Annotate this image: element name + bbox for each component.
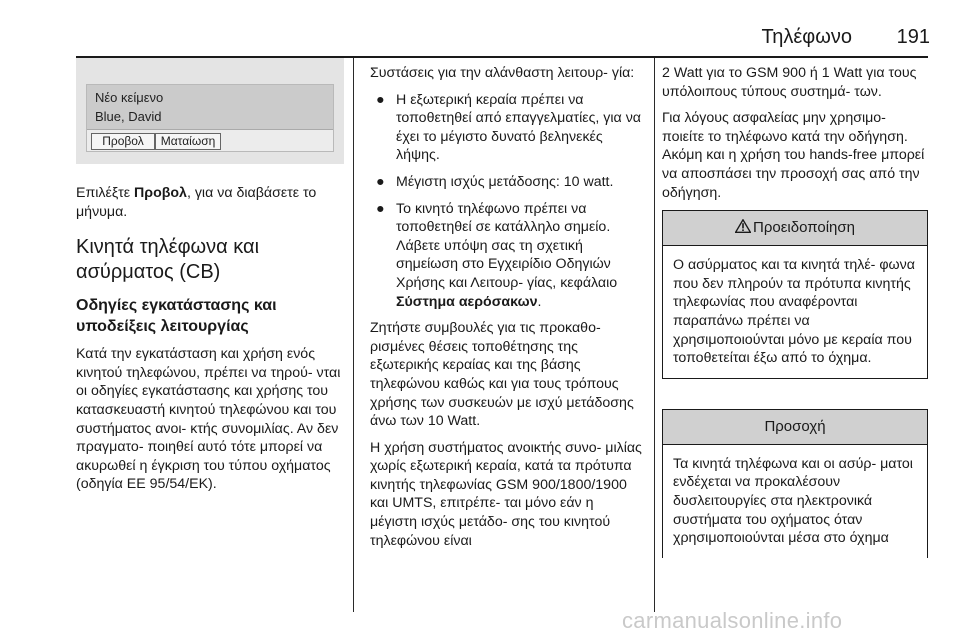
column-divider-1 [353,58,354,612]
power-paragraph: 2 Watt για το GSM 900 ή 1 Watt για τους υπόλοιπους τύπους συστημά- των. [662,65,917,100]
installation-paragraph: Κατά την εγκατάσταση και χρήση ενός κινητού τηλεφώνου, πρέπει να τηρού- νται οι οδηγίες εγκατάστασης και χρήσης του κατασκευαστή κινητού τηλεφώνου και του συστήματος ανοι- κτής συνομιλίας. Αν δεν πραγματο- ποιηθεί αυτό τότε μπορεί να ακυρωθεί η έγκριση του τύπου οχήματος (οδηγία ΕΕ 95/54/ΕΚ). [76,346,341,493]
caution-box [662,409,928,558]
column-divider-2 [654,58,655,612]
screen-softkey-bar [87,129,333,151]
column-3 [662,64,928,558]
antenna-advice-paragraph: Ζητήστε συμβουλές για τις προκαθο- ρισμένες θέσεις τοποθέτησης της εξωτερικής κεραίας και της βάσης τηλεφώνου καθώς και για τους τρόπους χρήσης των συσκευών με ισχύ μετάδοσης άνω των 10 Watt. [370,320,634,430]
bullet-icon: ● [376,200,385,217]
column-2 [370,64,642,558]
warning-triangle-icon [735,219,751,233]
handsfree-paragraph: Η χρήση συστήματος ανοικτής συνο- μιλίας χωρίς εξωτερική κεραία, κατά τα πρότυπα κινητής τηλεφωνίας GSM 900/1800/1900 και UMTS, επιτρέπε- ται μόνο εάν η μέγιστη ισχύς μετάδο- σης του κινητού τηλεφώνου είναι [370,439,642,549]
warning-body: Ο ασύρματος και τα κινητά τηλέ- φωνα που δεν πληρούν τα πρότυπα κινητής τηλεφωνίας που αναφέρονται παραπάνω πρέπει να χρησιμοποιούνται μόνο με κεραία που τοποθετείται έξω από το όχημα. [673,257,915,367]
safety-paragraph: Για λόγους ασφαλείας μην χρησιμο- ποιείτε το τηλέφωνο κατά την οδήγηση. Ακόμη και η χρήση του hands-free μπορεί να αποσπάσει την προσοχή σας από την οδήγηση. [662,110,925,201]
screen-title: Νέο κείμενο [95,90,164,105]
airbag-reference: Σύστημα αερόσακων [396,293,538,310]
list-item: ● Η εξωτερική κεραία πρέπει να τοποθετηθεί από επαγγελματίες, για να έχει το μέγιστο δυνατό βεληνεκές λήψης. [376,91,641,164]
section-heading: Κινητά τηλέφωνα και ασύρματος (CB) [76,236,260,284]
intro-paragraph: Επιλέξτε Προβολ, για να διαβάσετε το μήνυμα. [76,185,317,220]
page-number: 191 [896,26,930,48]
list-item: ● Το κινητό τηλέφωνο πρέπει να τοποθετηθεί σε κατάλληλο σημείο. Λάβετε υπόψη σας τη σχετική σημείωση στο Εγχειρίδιο Οδηγιών Χρήσης και Λειτουρ- γίας, κεφάλαιο Σύστημα αερόσακων. [376,200,618,310]
watermark: carmanualsonline.info [622,608,843,633]
display-screenshot-figure [76,58,344,164]
bullet-icon: ● [376,91,385,108]
display-screen [86,84,334,152]
list-item: ● Μέγιστη ισχύς μετάδοσης: 10 watt. [376,173,614,190]
warning-header: Προειδοποίηση [663,211,927,246]
view-softkey: Προβολ [91,133,155,150]
chapter-title: Τηλέφωνο [761,26,852,48]
recommendations-intro: Συστάσεις για την αλάνθαστη λειτουρ- γία: [370,65,635,81]
recommendations-list [370,91,642,312]
bullet-icon: ● [376,173,385,190]
column-1 [76,58,344,502]
screen-sender: Blue, David [95,109,162,124]
subsection-heading: Οδηγίες εγκατάστασης και υποδείξεις λειτουργίας [76,297,277,336]
cancel-softkey: Ματαίωση [155,133,221,150]
caution-body: Τα κινητά τηλέφωνα και οι ασύρ- ματοι ενδέχεται να προκαλέσουν δυσλειτουργίες στα ηλεκτρονικά συστήματα του οχήματος όταν χρησιμοποιούνται μέσα στο όχημα [673,455,913,547]
caution-header: Προσοχή [663,410,927,445]
warning-box [662,210,928,379]
